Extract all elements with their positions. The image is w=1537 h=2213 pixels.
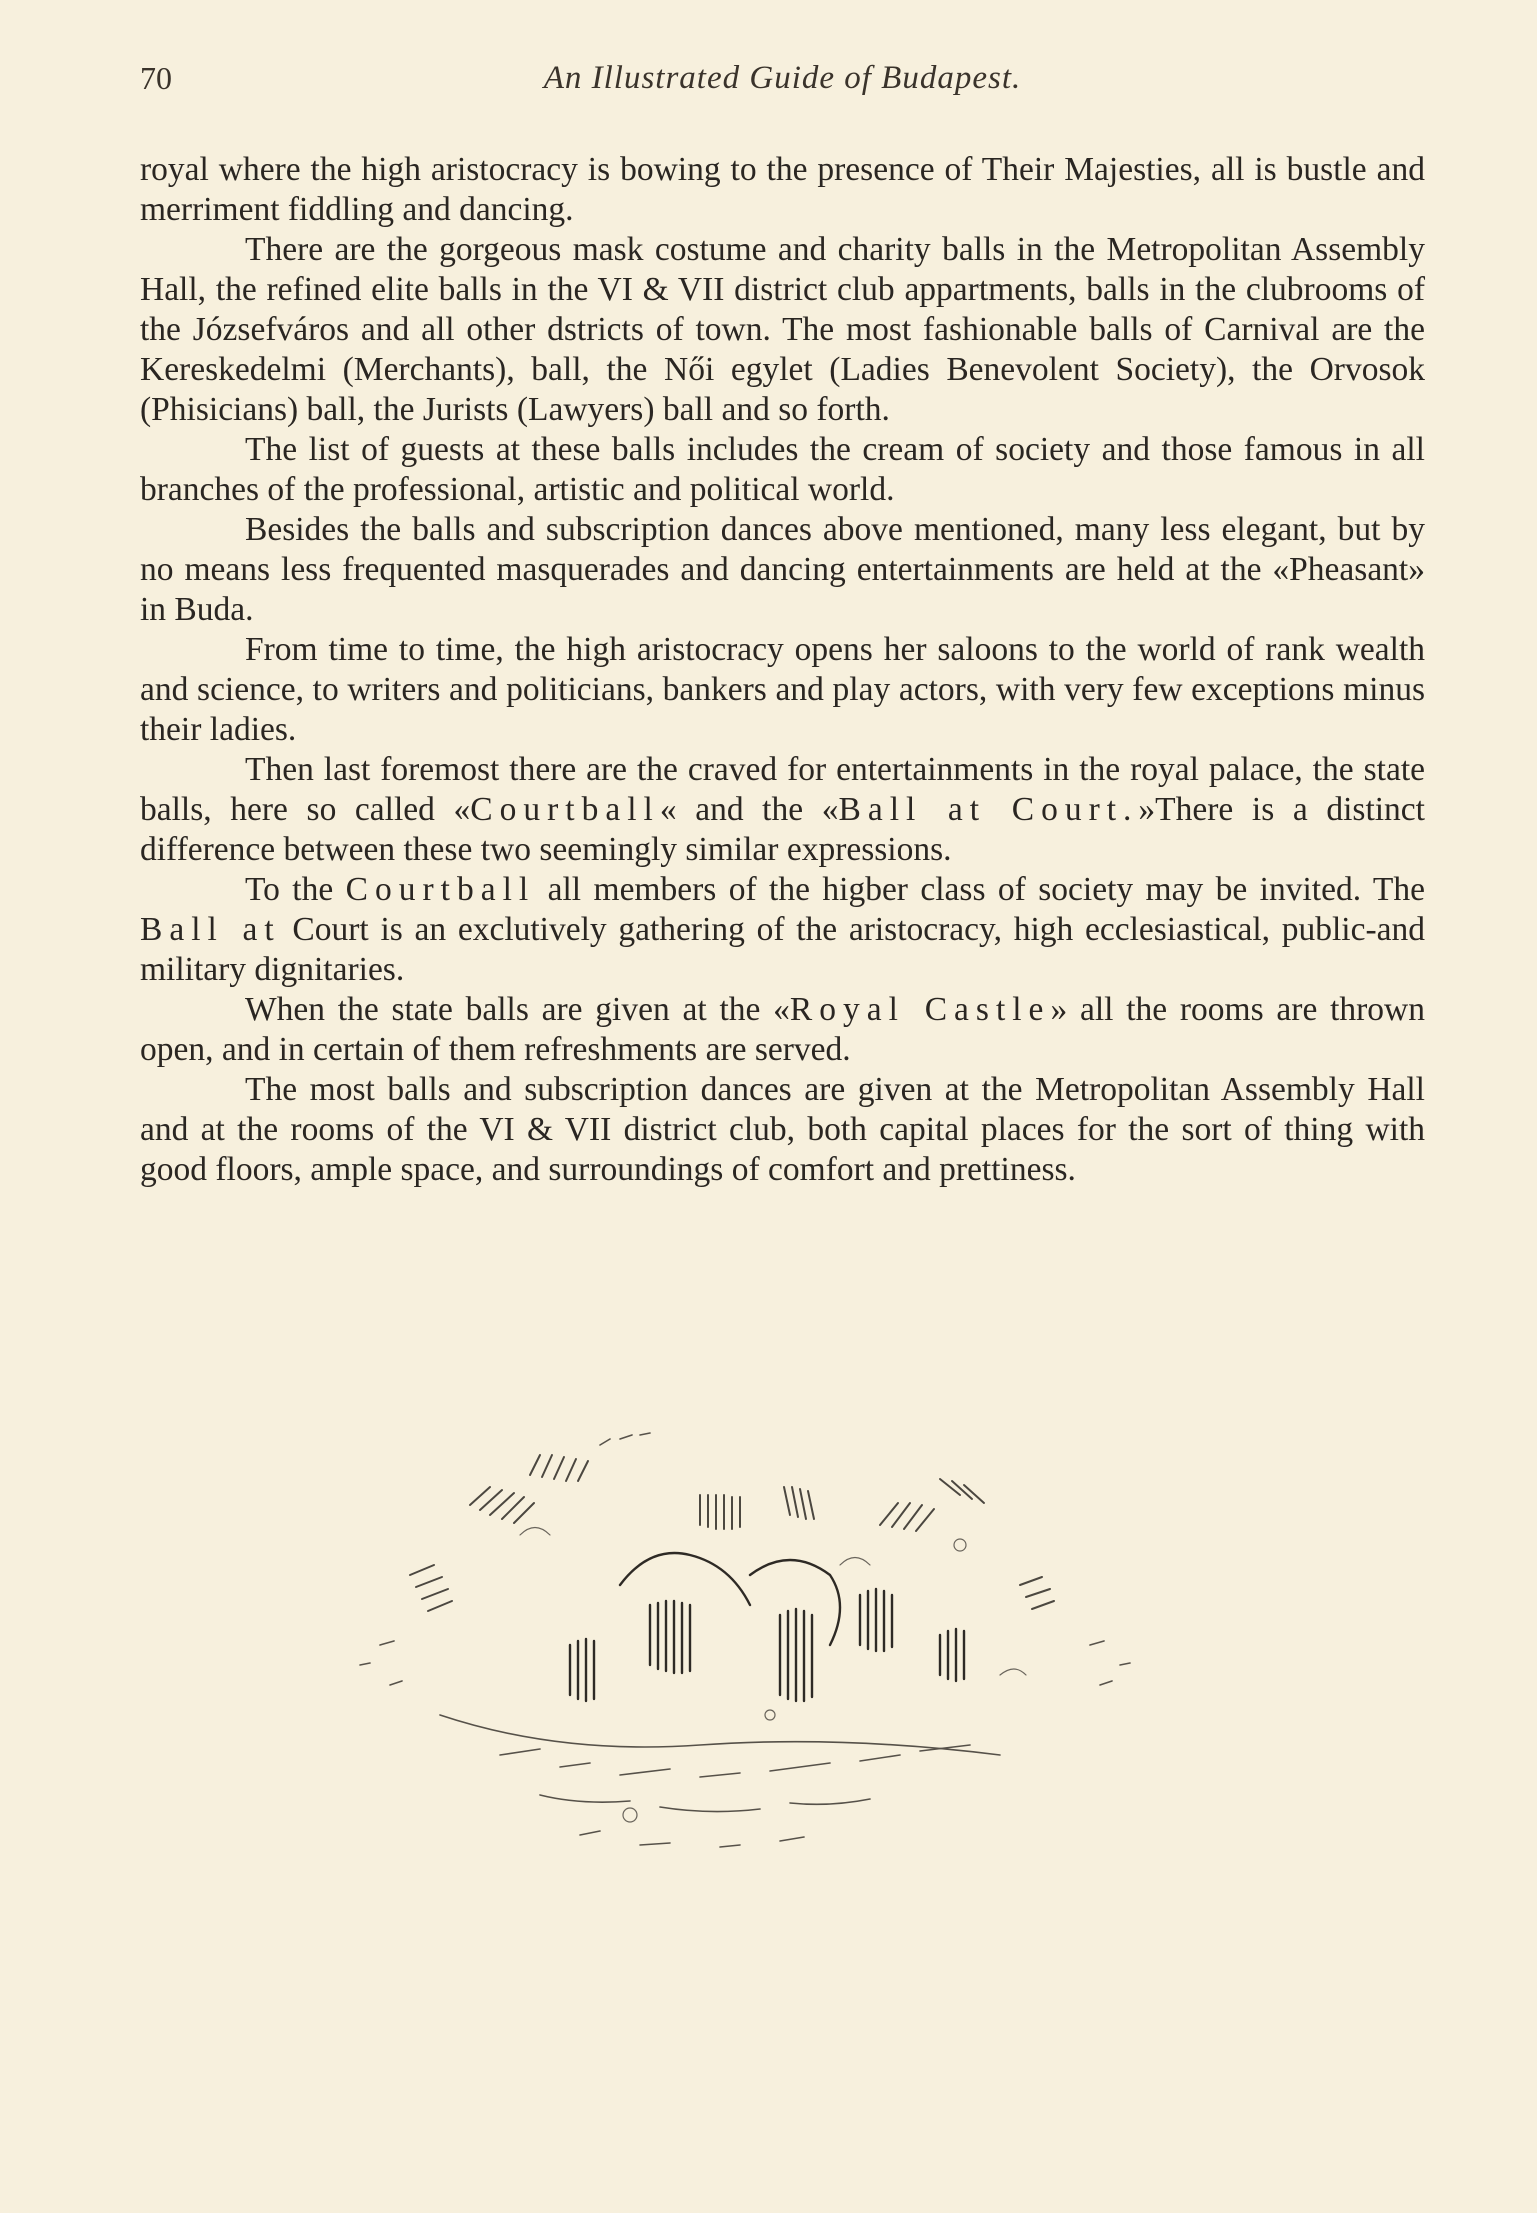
page-number: 70 (140, 60, 172, 96)
paragraph-text: »There is a distinct difference between these two seemingly similar expressions. (140, 791, 1425, 868)
running-head (140, 60, 1425, 100)
paragraph (140, 990, 1425, 1070)
paragraph-text: The most balls and subscription dances are given at the Metropolitan Assembly Hall and at the rooms of the VI & VII district club, both capital places for the sort of thing with good floors, ample space, and surroundings of comfort and prettiness. (140, 1071, 1425, 1188)
letterspaced-term: Courtball (470, 791, 660, 828)
letterspaced-term: Courtball (345, 871, 536, 908)
paragraph-text: » all the rooms are thrown open, and in certain of them refreshments are served. (140, 991, 1425, 1068)
paragraph-text: From time to time, the high aristocracy opens her saloons to the world of rank wealth and science, to writers and politicians, bankers and play actors, with very few exceptions minus their ladies. (140, 631, 1425, 748)
letterspaced-term: Ball at Court. (838, 791, 1139, 828)
paragraph-text: The list of guests at these balls includes the cream of society and those famous in all branches of the professional, artistic and political world. (140, 431, 1425, 508)
paragraph (140, 510, 1425, 630)
paragraph-text: all members of the higber class of society may be invited. The (535, 871, 1425, 908)
body-text (140, 150, 1425, 1190)
page-header-title: An Illustrated Guide of Budapest. (543, 60, 1022, 96)
paragraph (140, 1070, 1425, 1190)
paragraph-text: Then last foremost there are the craved for entertainments in the royal palace, the state balls, here so called « (140, 751, 1425, 828)
paragraph-text: To the (245, 871, 346, 908)
paragraph-text: « and the « (659, 791, 839, 828)
letterspaced-term: Ball at (140, 911, 281, 948)
paragraph (140, 230, 1425, 430)
paragraph (140, 630, 1425, 750)
paragraph-text: Court is an exclutively gathering of the aristocracy, high ecclesiastical, public-and military dignitaries. (140, 911, 1425, 988)
paragraph (140, 430, 1425, 510)
paragraph-text: Besides the balls and subscription dances above mentioned, many less elegant, but by no means less frequented masquerades and dancing entertainments are held at the «Pheasant» in Buda. (140, 511, 1425, 628)
paragraph-text: There are the gorgeous mask costume and charity balls in the Metropolitan Assembly Hall, the refined elite balls in the VI & VII district club appartments, balls in the clubrooms of the Józsefváros and all other dstricts of town. The most fashionable balls of Carnival are the Kereskedelmi (Merchants), ball, the Női egylet (Ladies Benevolent Society), the Orvosok (Phisicians) ball, the Jurists (Lawyers) ball and so forth. (140, 231, 1425, 428)
letterspaced-term: Royal Castle (789, 991, 1051, 1028)
engraving-vignette-illustration (320, 1415, 1220, 1975)
paragraph-text: royal where the high aristocracy is bowing to the presence of Their Majesties, all is bustle and merriment fiddling and dancing. (140, 151, 1425, 228)
paragraph (140, 150, 1425, 230)
paragraph-text: When the state balls are given at the « (245, 991, 790, 1028)
paragraph (140, 750, 1425, 870)
paragraph (140, 870, 1425, 990)
